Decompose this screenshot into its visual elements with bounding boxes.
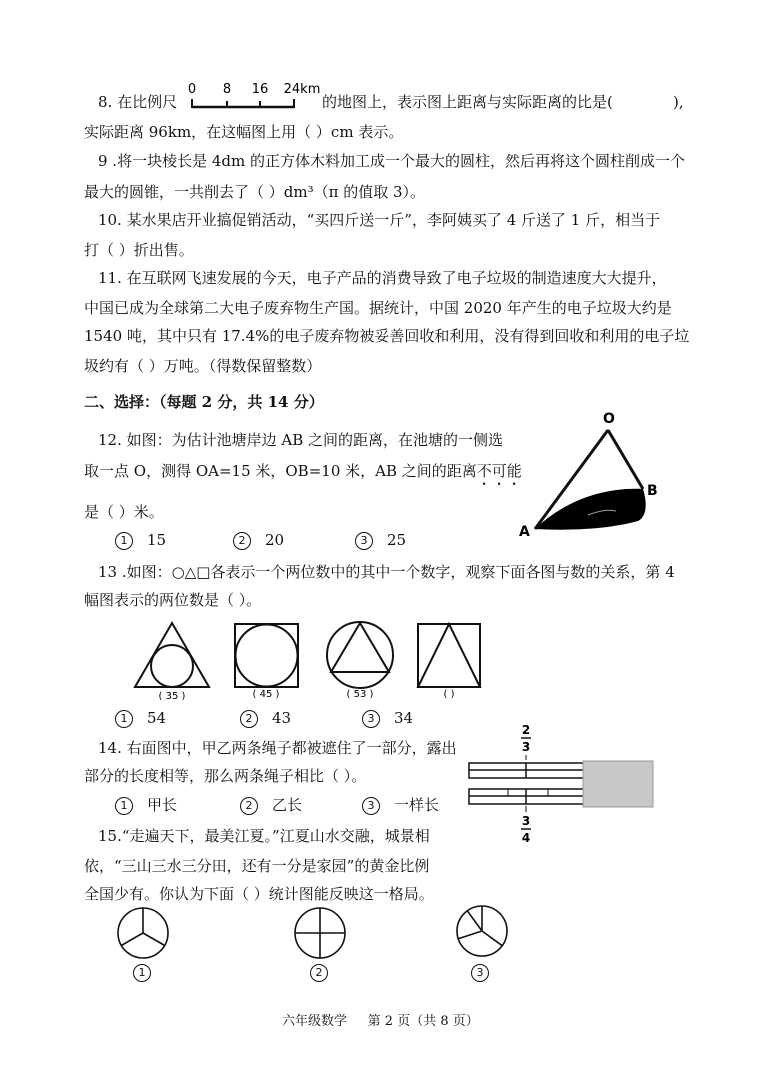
q14-option-1[interactable]	[115, 795, 177, 815]
q14-option-3-text: 一样长	[394, 796, 440, 814]
q8-text-post-end: ),	[673, 93, 684, 111]
q15-label-3[interactable]	[471, 962, 489, 982]
q12-line1: 12. 如图：为估计池塘岸边 AB 之间的距离，在池塘的一侧选	[98, 431, 504, 449]
q12-line3: 是（ ）米。	[84, 503, 164, 521]
circled-number: 1	[115, 797, 133, 815]
q12-option-1-text: 15	[147, 531, 167, 549]
circled-number: 3	[355, 532, 373, 550]
q9-line1: 9 .将一块棱长是 4dm 的正方体木料加工成一个最大的圆柱，然后再将这个圆柱削成一个	[98, 152, 685, 170]
circled-number: 2	[240, 797, 258, 815]
frac-bottom-den: 4	[521, 831, 531, 845]
q13-option-3-text: 34	[394, 709, 414, 727]
q15-line1: 15.“走遍天下，最美江夏。”江夏山水交融，城景相	[98, 827, 430, 845]
circled-number: 1	[133, 964, 151, 982]
cover-block	[583, 761, 653, 807]
pattern-1	[135, 623, 209, 687]
q13-option-2-text: 43	[272, 709, 292, 727]
q13-option-1-text: 54	[147, 709, 167, 727]
q12-emphasis-not-possible: 不可能	[476, 462, 522, 480]
caption-2: ( 45 )	[252, 689, 280, 700]
q8-text-post: 的地图上，表示图上距离与实际距离的比是(	[322, 93, 613, 111]
circled-number: 2	[310, 964, 328, 982]
q11-line2: 中国已成为全球第二大电子废弃物生产国。据统计，中国 2020 年产生的电子垃圾大约是	[84, 299, 672, 317]
q13-option-2[interactable]	[240, 708, 291, 728]
pie-chart-2	[295, 908, 345, 958]
circled-number: 2	[240, 710, 258, 728]
pie-chart-1	[118, 908, 168, 958]
q12-option-2-text: 20	[265, 531, 285, 549]
frac-bottom-num: 3	[521, 814, 531, 828]
circled-number: 2	[233, 532, 251, 550]
q14-option-1-text: 甲长	[147, 796, 178, 814]
q15-label-2[interactable]	[310, 962, 328, 982]
ropes-figure	[466, 718, 656, 848]
frac-top-den: 3	[521, 740, 531, 754]
frac-top-num: 2	[521, 723, 531, 737]
q14-line1: 14. 右面图中，甲乙两条绳子都被遮住了一部分，露出	[98, 739, 457, 757]
q14-option-2-text: 乙长	[272, 796, 303, 814]
q10-line2: 打（ ）折出售。	[84, 241, 194, 259]
circled-number: 3	[362, 710, 380, 728]
q13-option-1[interactable]	[115, 708, 166, 728]
q8-line2: 实际距离 96km，在这幅图上用（ ）cm 表示。	[84, 123, 404, 141]
circled-number: 3	[362, 797, 380, 815]
caption-1: ( 35 )	[158, 691, 186, 702]
q10-line1: 10. 某水果店开业搞促销活动，“买四斤送一斤”，李阿姨买了 4 斤送了 1 斤，相当于	[98, 211, 661, 229]
circled-number: 3	[471, 964, 489, 982]
q13-option-3[interactable]	[362, 708, 413, 728]
q11-line4: 圾约有（ ）万吨。（得数保留整数）	[84, 357, 322, 375]
q14-option-3[interactable]	[362, 795, 439, 815]
scale-tick-0: 0	[187, 82, 197, 97]
q12-option-1[interactable]	[115, 530, 166, 550]
q11-line3: 1540 吨，其中只有 17.4%的电子废弃物被妥善回收和利用，没有得到回收和利用的电子垃	[84, 327, 690, 345]
scale-tick-8: 8	[222, 82, 232, 97]
pie-chart-3	[457, 906, 507, 956]
label-o: O	[603, 411, 615, 427]
circled-number: 1	[115, 710, 133, 728]
q15-line2: 依，“三山三水三分田，还有一分是家园”的黄金比例	[84, 857, 430, 875]
q14-line2: 部分的长度相等，那么两条绳子相比（ ）。	[84, 767, 367, 785]
caption-3: ( 53 )	[346, 689, 374, 700]
q9-line2: 最大的圆锥，一共削去了（ ）dm³（π 的值取 3）。	[84, 183, 426, 201]
q12-line2-pre: 取一点 O，测得 OA=15 米，OB=10 米，AB 之间的距离	[84, 462, 477, 480]
scale-tick-16: 16	[251, 82, 269, 97]
q8-text-pre: 8. 在比例尺	[98, 93, 178, 111]
pattern-3	[327, 622, 393, 688]
label-b: B	[647, 483, 658, 499]
circled-number: 1	[115, 532, 133, 550]
page-footer: 六年级数学 第 2 页（共 8 页）	[282, 1014, 479, 1029]
q13-line1: 13 .如图：○△□各表示一个两位数中的其中一个数字，观察下面各图与数的关系，第 4	[98, 563, 675, 581]
scale-bar	[182, 80, 332, 114]
q12-option-3-text: 25	[387, 531, 407, 549]
pattern-2	[235, 624, 298, 687]
q12-line2	[84, 461, 522, 489]
q13-line2: 幅图表示的两位数是（ ）。	[84, 591, 262, 609]
caption-4: ( )	[443, 689, 455, 700]
q12-option-2[interactable]	[233, 530, 284, 550]
section-2-heading: 二、选择：（每题 2 分，共 14 分）	[84, 393, 324, 411]
q11-line1: 11. 在互联网飞速发展的今天，电子产品的消费导致了电子垃圾的制造速度大大提升，	[98, 269, 667, 287]
scale-tick-24km: 24km	[283, 82, 321, 97]
q15-label-1[interactable]	[133, 962, 151, 982]
pond-shape	[535, 489, 646, 530]
shape-patterns-figure	[130, 620, 510, 705]
q15-line3: 全国少有。你认为下面（ ）统计图能反映这一格局。	[84, 885, 434, 903]
q14-option-2[interactable]	[240, 795, 302, 815]
label-a: A	[519, 524, 530, 540]
q12-option-3[interactable]	[355, 530, 406, 550]
pattern-4	[418, 624, 480, 687]
pond-triangle-figure	[510, 405, 670, 540]
